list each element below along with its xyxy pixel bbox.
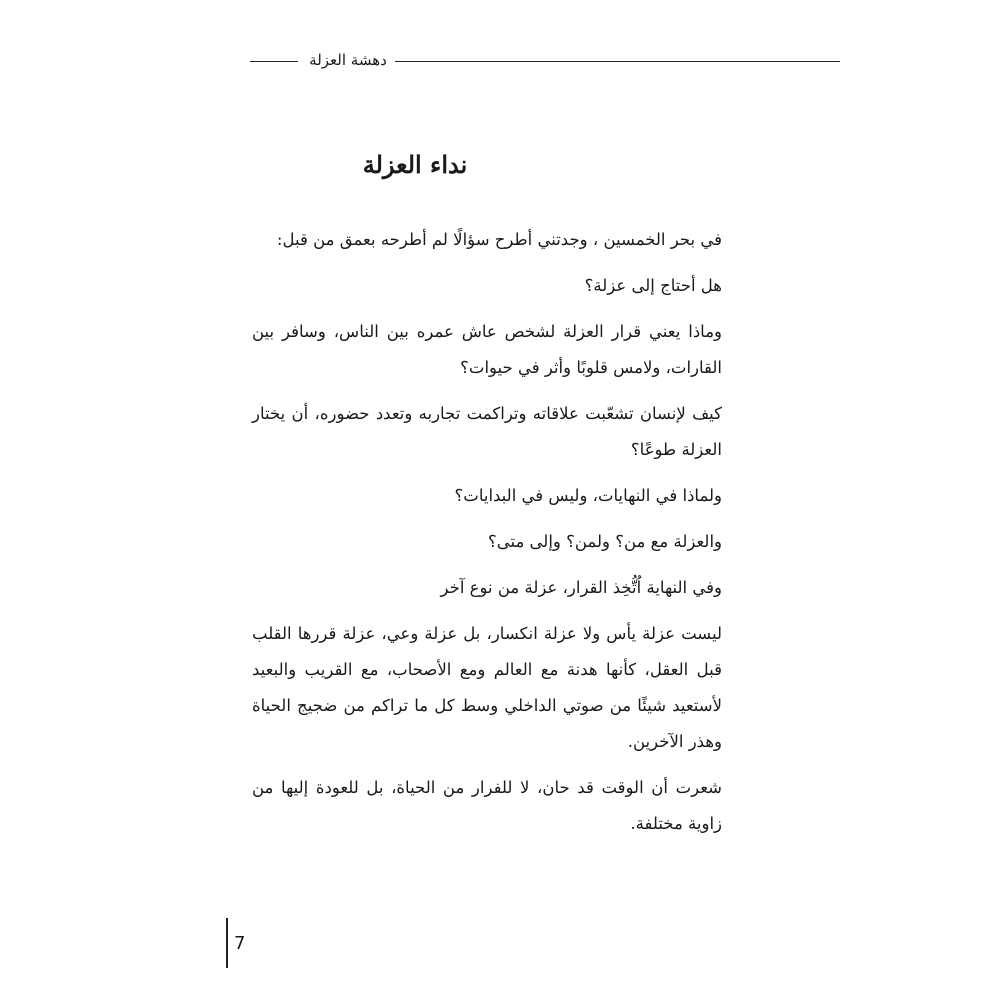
paragraph-7: وفي النهاية اُتُّخِذ القرار، عزلة من نوع آخر [440,578,722,597]
header-rule-left [395,61,840,62]
paragraph-1: في بحر الخمسين ، وجدتني أطرح سؤالًا لم أطرحه بعمق من قبل: [276,230,722,249]
body-text [252,222,722,852]
paragraph-8: ليست عزلة يأس ولا عزلة انكسار، بل عزلة وعي، عزلة قررها القلب قبل العقل، كأنها هدنة مع العالم ومع الأصحاب، مع القريب والبعيد لأستعيد شيئًا من صوتي الداخلي وسط كل ما تراكم من ضجيج الحياة وهذر الآخرين. [252,624,722,751]
paragraph-3: وماذا يعني قرار العزلة لشخص عاش عمره بين الناس، وسافر بين القارات، ولامس قلوبًا وأثر في حيوات؟ [252,322,722,377]
paragraph-9: شعرت أن الوقت قد حان، لا للفرار من الحياة، بل للعودة إليها من زاوية مختلفة. [252,778,722,833]
paragraph-5: ولماذا في النهايات، وليس في البدايات؟ [454,486,722,505]
page-number: 7 [234,933,246,954]
paragraph-2: هل أحتاج إلى عزلة؟ [584,276,722,295]
paragraph-6: والعزلة مع من؟ ولمن؟ وإلى متى؟ [487,532,722,551]
chapter-title: نداء العزلة [362,150,468,179]
running-header [250,42,840,78]
paragraph-4: كيف لإنسان تشعّبت علاقاته وتراكمت تجاربه وتعدد حضوره، أن يختار العزلة طوعًا؟ [252,404,722,459]
running-title: دهشة العزلة [309,51,387,69]
header-rule-right [250,61,298,62]
page-number-rule [226,918,228,968]
